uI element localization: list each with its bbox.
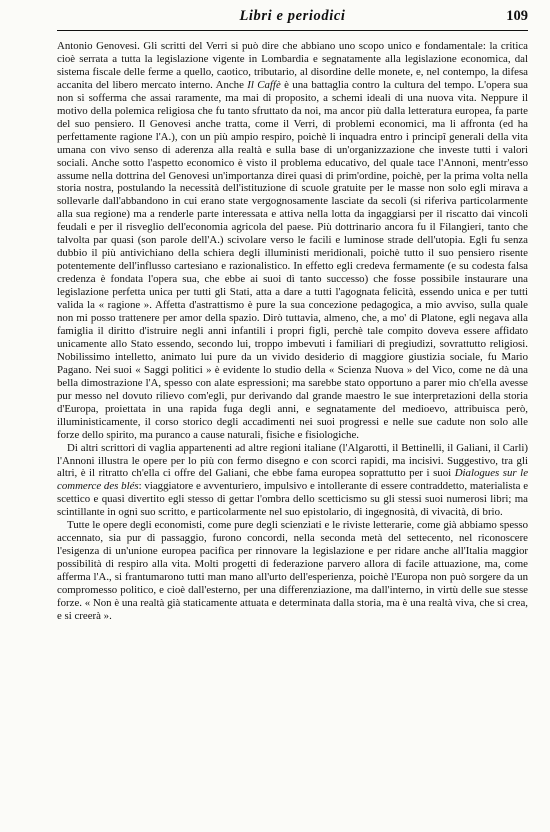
paragraph-genovesi-verri: [57, 40, 528, 442]
paragraph-text: Di altri scrittori di vaglia appartenenti ad altre regioni italiane (l'Algarotti, il Bettinelli, il Galiani, il Carli) l'Annoni illustra le opere per lo più con fermo disegno e con scorci rapidi, ma incisivi. Suggestivo, tra gli altri, è il ritratto ch'ella ci offre del Galiani, che ebbe fama europea soprattutto per i suoi: [57, 441, 528, 480]
paragraph-text: è una battaglia contro la cultura del tempo. L'opera sua non si sofferma che assai raramente, ma mai di proposito, a schemi ideali di una nuova vita. Neppure il motivo della polemica religiosa che fu tanto sfruttato da noi, ma ancor più dalla letteratura europea, fa parte del suo pensiero. Il Genovesi anche tratta, come il Verri, di problemi economici, ma li affronta (ed ha perfettamente ragione l'A.), con un più ampio respiro, poichè li inquadra entro i principî generali della vita umana con vivo senso di aderenza alla realtà e sulla base di un'organizzazione che investe tutti i valori sociali. Anche sotto l'aspetto economico è visto il problema educativo, del quale tace l'Annoni, mentr'esso assume nella dottrina del Genovesi un'importanza direi quasi di prim'ordine, poichè, per la prima volta nella storia nostra, postulando la necessità dell'istituzione di scuole gratuite per le masse non solo egli mirava a sollevarle dall'abbandono in cui erano state vergognosamente lasciate da secoli (si riferiva particolarmente alla sua regione) ma a renderle parte interessata e attiva nella lotta da ingaggiarsi per il riscatto dai vincoli feudali e per il risveglio dell'economia agricola del paese. Più dottrinario ancora fu il Filangieri, tanto che talvolta par quasi (son parole dell'A.) scivolare verso le facili e luminose strade dell'utopia. Egli fu senza dubbio il più antivichiano della schiera degli illuministi meridionali, poichè tutto il suo pensiero risente potentemente dell'influsso cartesiano e razionalistico. In effetto egli credeva fermamente (e su codesta falsa credenza è fondata l'opera sua, che ebbe ai suoi dì tanto successo) che fosse possibile instaurare una legislazione perfetta unica per tutti gli Stati, atta a dare a tutti l'agognata felicità, essendo unica e per tutti valida la « ragione ». Affetta d'astrattismo è pure la sua concezione pedagogica, a mio avviso, sulla quale non mi posso trattenere per amor della spazio. Dirò tuttavia, almeno, che, a mo' di Platone, egli negava alla famiglia il diritto d'istruire negli anni infantili i propri figli, perchè tale compito doveva essere affidato unicamente allo Stato essendo, secondo lui, troppo imbevuti i familiari di pregiudizi, sovrattutto religiosi. Nobilissimo intelletto, animato lui pure da un vivido desiderio di maggiore giustizia sociale, fu Mario Pagano. Nei suoi « Saggi politici » è evidente lo studio della « Scienza Nuova » del Vico, come ne dà una bella dimostrazione l'A, spesso con alate espressioni; ma sarebbe stato opportuno a parer mio ch'ella avesse pur messo nel dovuto rilievo com'egli, pur derivando dal grande maestro le sue interpretazioni della storia d'Europa, proiettata in una rapida fuga degli anni, e segnatamente del medioevo, attribuisca però, illuministicamente, il corso storico degli accadimenti nei suoi progressi e nelle sue cadute non solo alle forze dello spirito, ma puranco a cause naturali, fisiche e fisiologiche.: [57, 78, 528, 441]
body-text: [57, 40, 528, 824]
paragraph-text: Antonio Genovesi. Gli scritti del Verri si può dire che abbiano uno scopo unico e fondamentale: la critica cioè serrata a tutta la legislazione vigente in Lombardia e segnatamente alla legislazione economica, dal sistema fiscale delle ferme a quello, caotico, tributario, al disordine delle monete, e, nel contempo, la difesa accanita del libero mercato interno. Anche: [57, 40, 528, 91]
running-head: [57, 6, 528, 31]
italic-title-il-caffe: Il Caffè: [247, 78, 281, 91]
paragraph-text: : viaggiatore e avventuriero, impulsivo e intollerante di essere contraddetto, materialista e scettico e quasi divertito egli stesso di gettar l'ombra dello scetticismo su gli stessi suoi numerosi libri; ma scintillante in ogni suo scritto, e particolarmente nel suo epistolario, di ingegnosità, di vivacità, di brio.: [57, 480, 528, 519]
running-head-title: Libri e periodici: [239, 8, 346, 24]
paragraph-unione-europea: [57, 519, 528, 623]
page-number: 109: [506, 8, 528, 24]
paragraph-text: Tutte le opere degli economisti, come pure degli scienziati e le riviste letterarie, come già abbiamo spesso accennato, sia pur di passaggio, furono concordi, nella seconda metà del settecento, nel riconoscere l'esigenza di un'unione europea pacifica per rinnovare la legislazione e per ridare anche all'Italia maggior possibilità di respiro alla vita. Molti progetti di federazione parvero allora di facile attuazione, ma, come afferma l'A., si frantumarono tutti man mano all'urto dell'esperienza, poichè l'Europa non può sorgere da un compromesso politico, e cioè dall'esterno, per una differenziazione, ma dall'interno, in virtù delle sue stesse forze. « Non è una realtà già staticamente attuata e determinata dalla storia, ma è una realtà viva, che si crea, e si creerà ».: [57, 519, 528, 622]
paragraph-altri-scrittori: [57, 442, 528, 520]
italic-title-dialogues: Dialogues sur le commerce des blés: [57, 467, 528, 493]
